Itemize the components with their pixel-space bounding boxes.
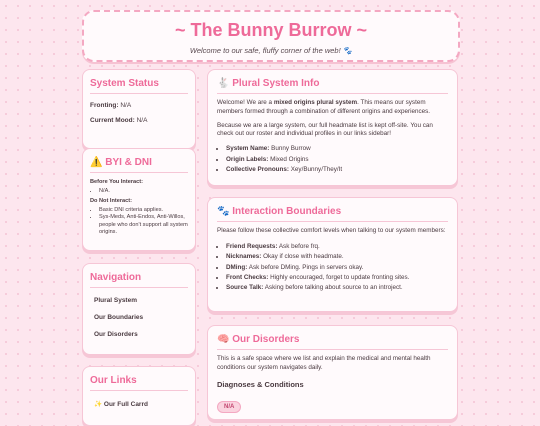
system-status-card (82, 69, 196, 149)
nav-item-our-disorders[interactable]: Our Disorders (94, 331, 138, 338)
site-title: ~ The Bunny Burrow ~ (174, 20, 368, 40)
system-facts-list (217, 144, 448, 175)
link-full-carrd[interactable]: ✨ Our Full Carrd (94, 401, 148, 408)
boundary-item: • Nicknames: Okay if close with headmate. (226, 252, 448, 262)
navigation-card (82, 263, 196, 355)
disorders-heading: 🧠 Our Disorders (217, 334, 448, 350)
fronting-row (90, 102, 188, 109)
mood-label: Current Mood: (90, 117, 135, 124)
fact-item: • Origin Labels: Mixed Origins (226, 155, 448, 165)
byi-dni-heading: ⚠️ BYI & DNI (90, 157, 188, 173)
mood-row (90, 117, 188, 124)
plural-para2: Because we are a large system, our full headmate list is kept off-site. You can check out our roster and individual profiles in our links sidebar! (217, 121, 433, 138)
boundary-item: • Friend Requests: Ask before frq. (226, 242, 448, 252)
plural-info-heading: 🐇 Plural System Info (217, 78, 448, 94)
plural-intro: Welcome! We are a mixed origins plural system. This means our system members formed through a combination of different origins and experiences. (217, 99, 431, 115)
byi-item: • N/A. (99, 188, 188, 196)
boundary-item: • DMing: Ask before DMing. Pings in servers okay. (226, 263, 448, 273)
fact-item: • System Name: Bunny Burrow (226, 144, 448, 154)
links-card (82, 366, 196, 426)
plural-info-card (207, 69, 458, 186)
links-heading: Our Links (90, 375, 188, 391)
system-type-bold: mixed origins plural system (273, 99, 358, 106)
system-status-heading: System Status (90, 78, 188, 94)
navigation-heading: Navigation (90, 272, 188, 288)
diagnosis-badge: N/A (217, 401, 241, 413)
boundaries-heading: 🐾 Interaction Boundaries (217, 206, 448, 222)
boundary-item: • Source Talk: Asking before talking about source to an introject. (226, 283, 448, 293)
byi-section (90, 179, 188, 195)
disorders-intro: This is a safe space where we list and explain the medical and mental health conditions our system navigates daily. (217, 355, 431, 371)
diagnoses-subheading: Diagnoses & Conditions (217, 379, 304, 389)
boundaries-intro: Please follow these collective comfort levels when talking to our system members: (217, 227, 446, 234)
dni-item: • Basic DNI criteria applies. (99, 207, 188, 215)
fronting-label: Fronting: (90, 102, 119, 109)
byi-title: Before You Interact: (90, 179, 143, 185)
boundary-item: • Front Checks: Highly encouraged, forget to update fronting sites. (226, 273, 448, 283)
nav-item-plural-system[interactable]: Plural System (94, 297, 137, 304)
nav-item-our-boundaries[interactable]: Our Boundaries (94, 314, 144, 321)
fronting-value: N/A (120, 102, 132, 109)
dni-item: • Sys-Meds, Anti-Endos, Anti-Willos, people who don't support all system origins. (99, 214, 188, 237)
site-header (82, 10, 460, 62)
dni-title: Do Not Interact: (90, 198, 132, 205)
fact-item: • Collective Pronouns: Xey/Bunny/They/It (226, 165, 448, 175)
boundaries-list (217, 242, 448, 294)
site-subtitle: Welcome to our safe, fluffy corner of the web! 🐾 (189, 46, 353, 55)
dni-section (90, 198, 188, 237)
boundaries-card (207, 197, 458, 312)
byi-dni-card (82, 148, 196, 251)
mood-value: N/A (136, 117, 148, 124)
disorders-card (207, 325, 458, 420)
